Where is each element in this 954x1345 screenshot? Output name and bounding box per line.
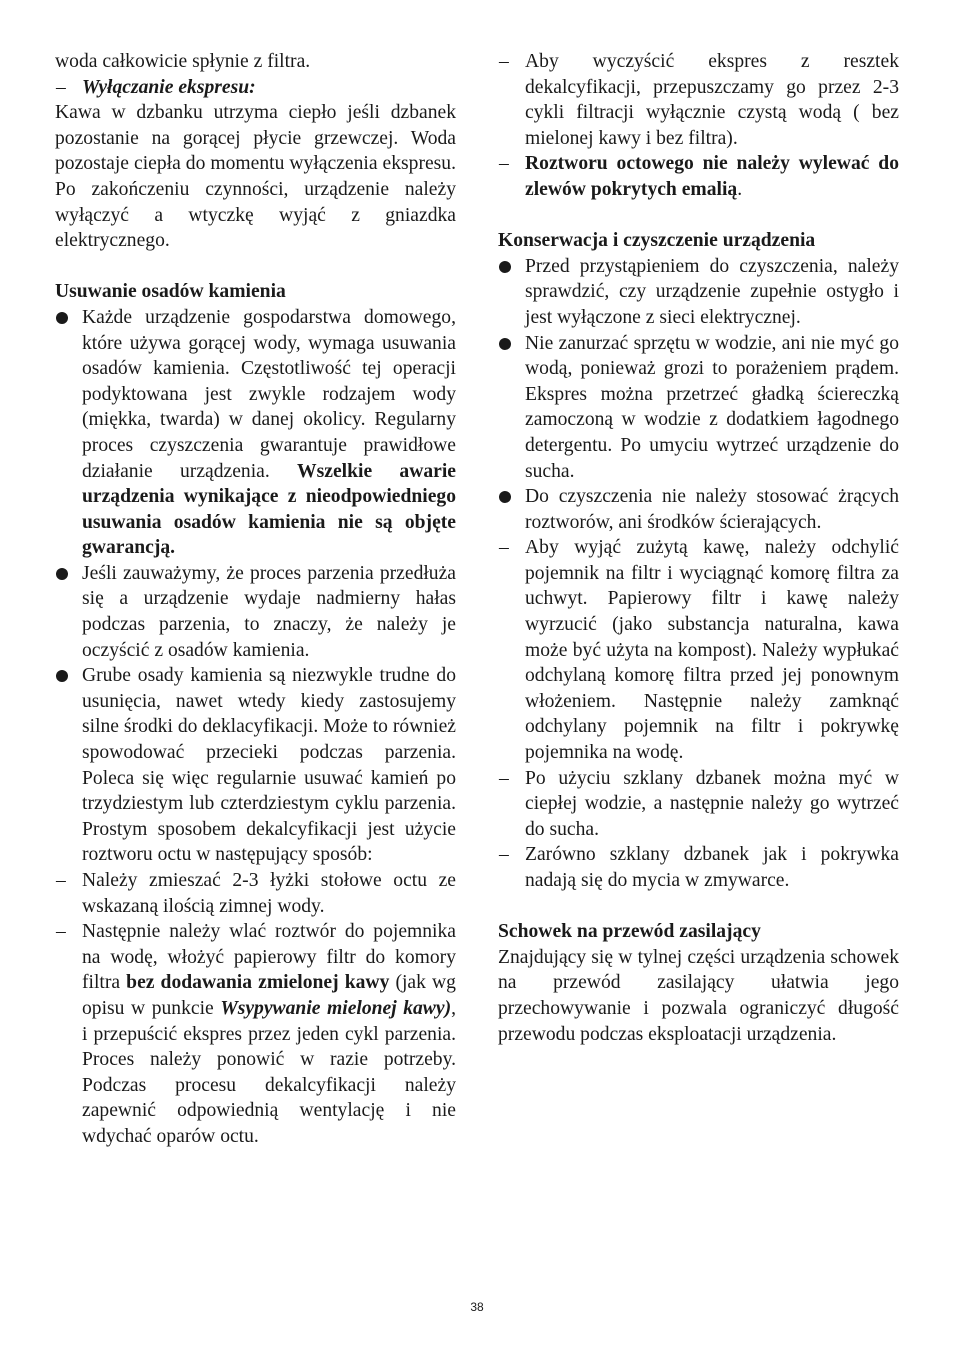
- dash-marker: –: [56, 76, 66, 98]
- clean-dash-2: [498, 766, 899, 843]
- step-2-text-a: Następnie należy wlać roztwór do pojemnika na wodę, włożyć papierowy filtr do komory filtra: [82, 921, 456, 994]
- page-number: 38: [470, 1300, 484, 1314]
- step-2-text-b: (jak wg opisu w punkcie: [82, 972, 456, 1019]
- cleaning-heading: Konserwacja i czyszczenie urządzenia: [498, 230, 816, 252]
- warranty-warning: Wszelkie awarie urządzenia wynikające z nieodpowiedniego usuwania osadów kamienia nie są objęte gwarancją.: [82, 460, 457, 559]
- clean-item-2: [498, 331, 899, 485]
- descale-step-3-text: Aby wyczyścić ekspres z resztek dekalcyfikacji, przepuszczamy go przez 2-3 cykli filtracji wyłącznie czystą wodą ( bez mielonej kawy i bez filtra).: [525, 51, 899, 149]
- clean-dash-1-text: Aby wyjąć zużytą kawę, należy odchylić pojemnik na filtr i wyciągnąć komorę filtra za uchwyt. Papierowy filtr i kawę należy wyrzucić (jako substancja naturalna, kawa może być użyta na kompost). Należy wypłukać odchylaną komorę filtra przed jej ponownym włożeniem. Następnie należy zamknąć odchylany pojemnik na filtr i pokrywkę pojemnika na wodę.: [525, 537, 899, 764]
- cord-text: Znajdujący się w tylnej części urządzenia schowek na przewód zasilający ułatwia jego przechowywanie i pozwala ograniczyć długość przewodu podczas eksploatacji urządzenia.: [498, 946, 899, 1045]
- descale-step-3: [498, 49, 899, 151]
- descale-step-1: [55, 868, 456, 919]
- clean-item-2-text: Nie zanurzać sprzętu w wodzie, ani nie myć go wodą, ponieważ grozi to porażeniem prądem. Ekspres można przetrzeć gładką ściereczką zamoczoną w wodzie z dodatkiem łagodnego detergentu. Po umyciu wytrzeć urządzenie do sucha.: [525, 332, 899, 482]
- dash-marker: –: [499, 51, 509, 72]
- descale-item-3-text: Grube osady kamienia są niezwykle trudne do usunięcia, nawet wtedy kiedy zastosujemy silne środki do deklacyfikacji. Może to również spowodować przecieki podczas parzenia. Poleca się więc regularnie usuwać kamień po trzydziestym lub czterdziestym cyklu parzenia. Prostym sposobem dekalcyfikacji jest użycie roztworu octu w następujący sposób:: [82, 665, 456, 866]
- descale-step-2: [55, 919, 456, 1149]
- clean-item-1-text: Przed przystąpieniem do czyszczenia, należy sprawdzić, czy urządzenie zupełnie ostygło i jest wyłączone z sieci elektrycznej.: [525, 255, 899, 328]
- switch-off-text: Kawa w dzbanku utrzyma ciepło jeśli dzbanek pozostanie na gorącej płycie grzewczej. Woda pozostaje ciepła do momentu wyłączenia ekspresu. Po zakończeniu czynności, urządzenie należy wyłączyć a wtyczkę wyjąć z gniazdka elektrycznego.: [55, 102, 456, 252]
- descale-item-2: [55, 561, 456, 663]
- step-2-bold: bez dodawania zmielonej kawy: [126, 972, 390, 994]
- clean-dash-1: [498, 535, 899, 765]
- step-4-end: .: [737, 178, 743, 200]
- descale-step-1-text: Należy zmieszać 2-3 łyżki stołowe octu ze wskazaną ilością zimnej wody.: [82, 870, 456, 917]
- switch-off-title: Wyłączanie ekspresu:: [82, 76, 256, 98]
- dash-marker: –: [499, 153, 509, 175]
- descale-item-3: [55, 663, 456, 868]
- step-2-reference: Wsypywanie mielonej kawy): [220, 997, 452, 1019]
- dash-marker: –: [499, 767, 509, 789]
- intro-line: woda całkowicie spłynie z filtra.: [55, 51, 311, 72]
- clean-dash-2-text: Po użyciu szklany dzbanek można myć w ciepłej wodzie, a następnie należy go wytrzeć do sucha.: [525, 767, 899, 840]
- spacer: [498, 894, 899, 920]
- descale-item-2-text: Jeśli zauważymy, że proces parzenia przedłuża się a urządzenie wydaje nadmierny hałas podczas parzenia, to znaczy, że należy je oczyścić z osadów kamienia.: [82, 562, 456, 661]
- dash-marker: –: [56, 921, 66, 943]
- clean-item-1: [498, 254, 899, 331]
- spacer: [498, 203, 899, 229]
- right-column: [498, 49, 899, 1047]
- left-column: [55, 49, 456, 1150]
- clean-item-3-text: Do czyszczenia nie należy stosować żrących roztworów, ani środków ścierających.: [525, 486, 899, 533]
- descale-heading: Usuwanie osadów kamienia: [55, 281, 286, 303]
- enamel-warning: Roztworu octowego nie należy wylewać do zlewów pokrytych emalią: [525, 153, 899, 200]
- switch-off-item: [55, 75, 456, 101]
- dash-marker: –: [499, 537, 509, 559]
- clean-dash-3-text: Zarówno szklany dzbanek jak i pokrywka nadają się do mycia w zmywarce.: [525, 844, 899, 891]
- dash-marker: –: [499, 844, 509, 866]
- descale-step-4: [498, 151, 899, 202]
- clean-dash-3: [498, 842, 899, 893]
- cord-heading: Schowek na przewód zasilający: [498, 921, 761, 943]
- step-2-text-c: , i przepuścić ekspres przez jeden cykl parzenia. Proces należy ponowić w razie potrzeby. Podczas procesu dekalcyfikacji należy zapewnić odpowiednią wentylację i nie wdychać oparów octu.: [82, 997, 457, 1147]
- clean-item-3: [498, 484, 899, 535]
- descale-item-1-text: Każde urządzenie gospodarstwa domowego, które używa gorącej wody, wymaga usuwania osadów kamienia. Częstotliwość tej operacji podyktowana jest zwykle rodzajem wody (miękka, twarda) w danej okolicy. Regularny proces czyszczenia gwarantuje prawidłowe działanie urządzenia.: [82, 306, 456, 482]
- descale-item-1: [55, 305, 456, 561]
- dash-marker: –: [56, 870, 66, 891]
- spacer: [55, 254, 456, 280]
